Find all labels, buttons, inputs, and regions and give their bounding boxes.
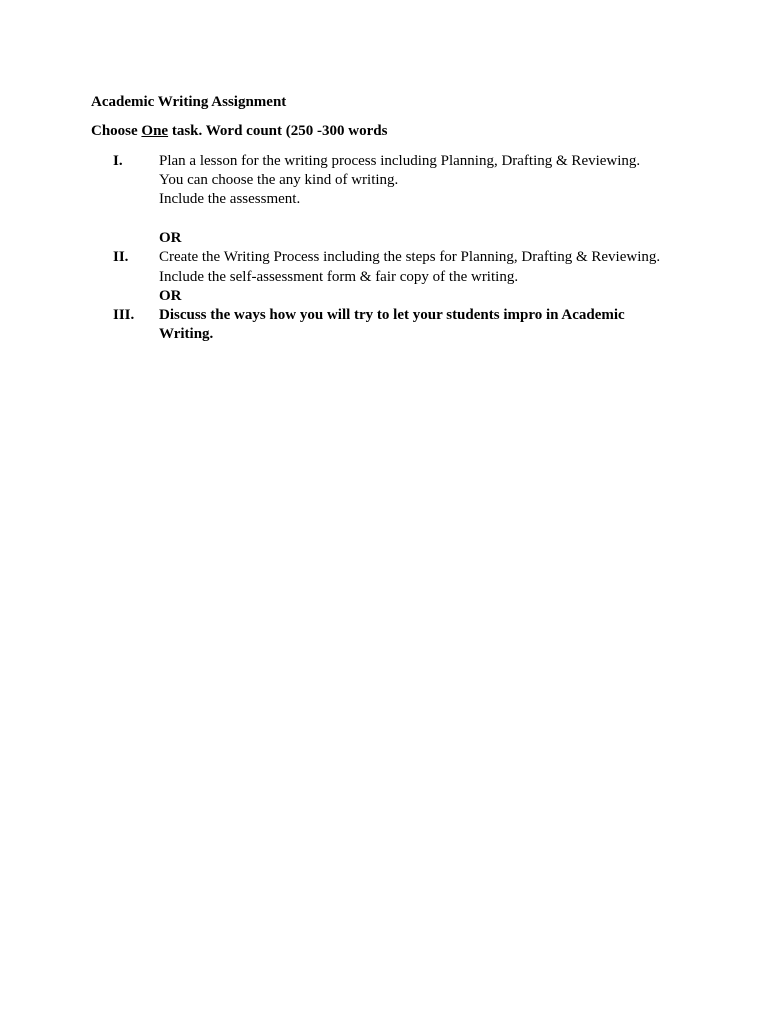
task-3-line-1: Discuss the ways how you will try to let your students impro in Academic [159,307,625,323]
task-numeral-1: I. [113,153,123,169]
instruction-prefix: Choose [91,123,142,139]
document-title: Academic Writing Assignment [91,94,287,110]
task-1-line-2: You can choose the any kind of writing. [159,172,399,188]
instruction-suffix: task. Word count (250 -300 words [168,123,388,139]
or-separator-2: OR [159,288,182,304]
task-3-line-2: Writing. [159,326,214,342]
task-1-line-1: Plan a lesson for the writing process including Planning, Drafting & Reviewing. [159,153,641,169]
or-separator-1: OR [159,230,182,246]
task-instruction [91,122,387,142]
task-numeral-3: III. [113,307,135,323]
task-2-line-2: Include the self-assessment form & fair copy of the writing. [159,269,519,285]
task-2-line-1: Create the Writing Process including the steps for Planning, Drafting & Reviewing. [159,249,661,265]
task-numeral-2: II. [113,249,129,265]
task-1-line-3: Include the assessment. [159,191,301,207]
instruction-emphasis: One [141,123,169,139]
